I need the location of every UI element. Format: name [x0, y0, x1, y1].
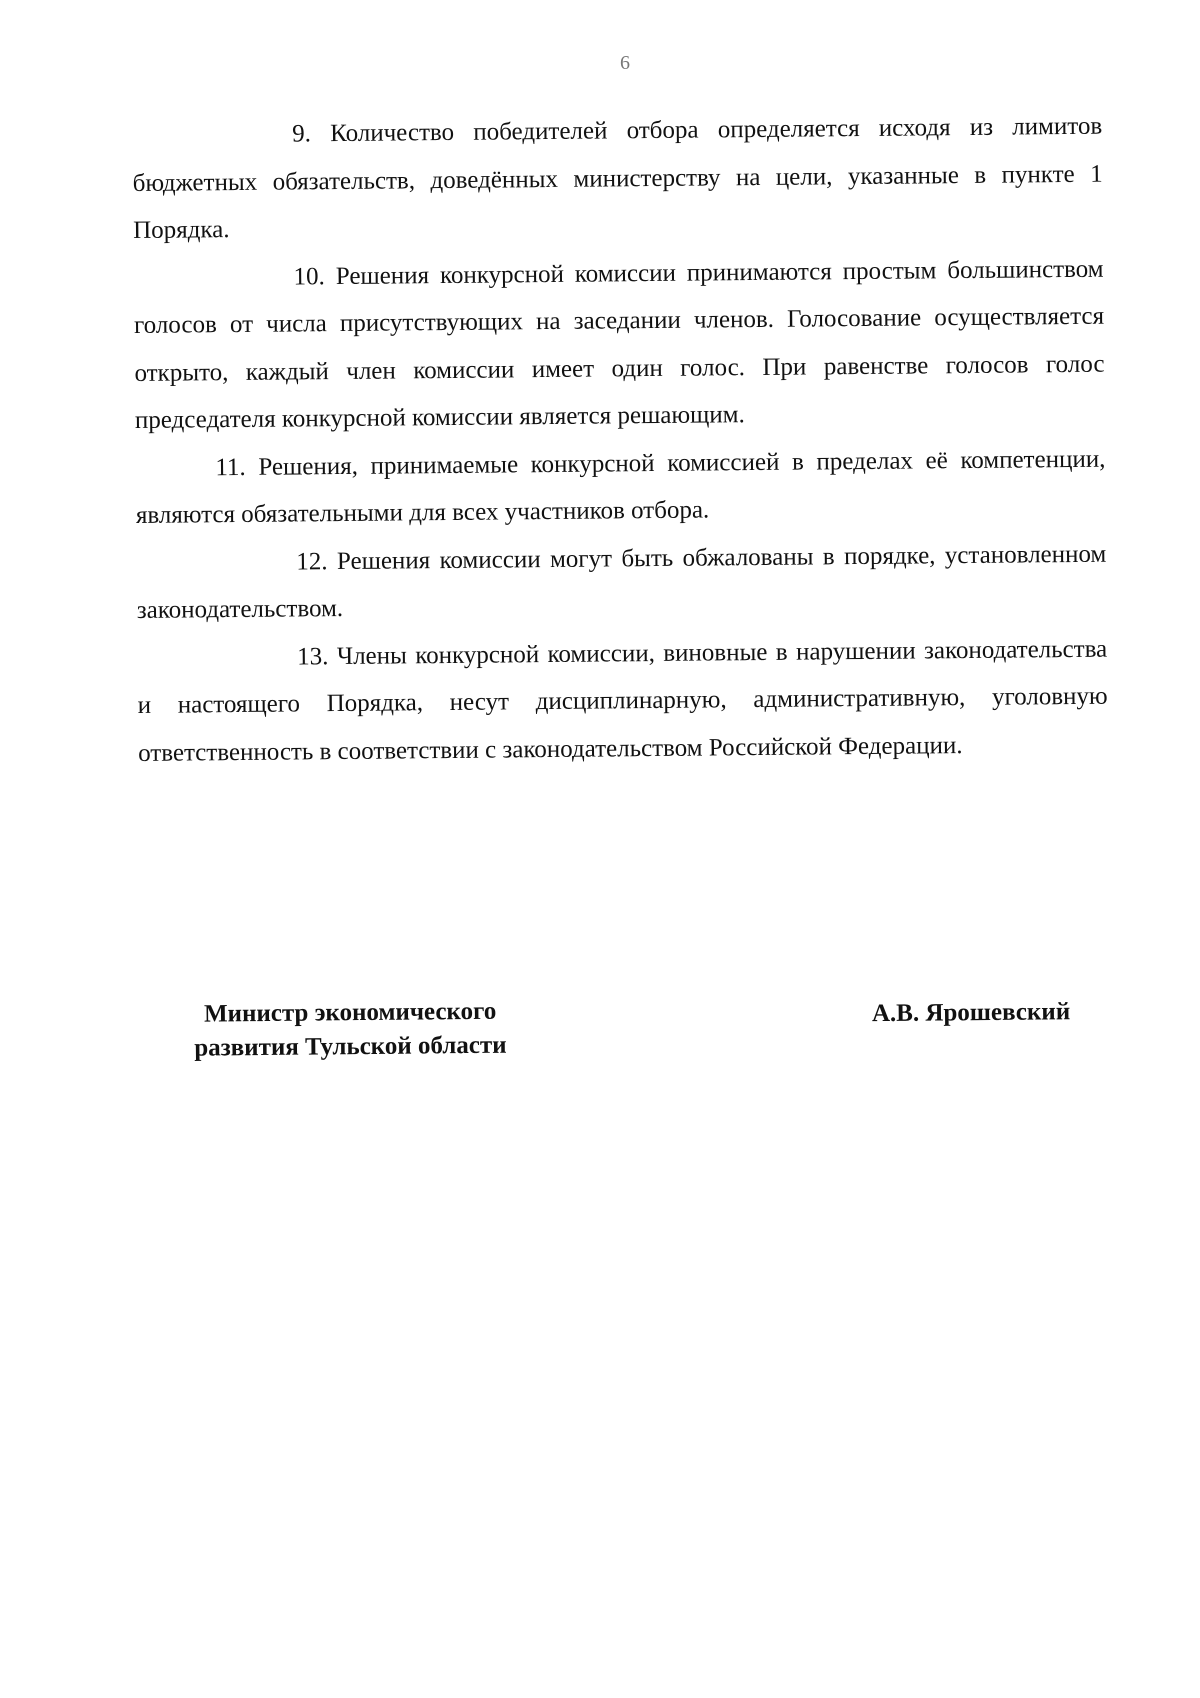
paragraph-10	[133, 245, 1105, 444]
paragraph-number: 11.	[215, 453, 246, 481]
signatory-position-line-2: развития Тульской области	[194, 1031, 507, 1062]
signatory-position	[160, 994, 541, 1066]
paragraph-text: Решения конкурсной комиссии принимаются простым большинством голосов от числа присутствующих на заседании членов. Голосование осуществляется открыто, каждый член комиссии имеет один голос. При равенстве голосов голос председателя конкурсной комиссии является решающим.	[133, 255, 1105, 434]
page-number: 6	[620, 52, 630, 74]
paragraph-text: Решения, принимаемые конкурсной комиссией в пределах её компетенции, являются обязательными для всех участников отбора.	[135, 445, 1106, 529]
paragraph-number: 9.	[292, 120, 312, 148]
signatory-position-line-1: Министр экономического	[203, 997, 497, 1028]
paragraph-text: Решения комиссии могут быть обжалованы в порядке, установленном законодательством.	[136, 540, 1107, 624]
paragraph-number: 12.	[296, 547, 328, 575]
paragraph-13	[137, 625, 1108, 777]
paragraph-12	[136, 530, 1107, 634]
paragraph-11	[135, 435, 1106, 539]
paragraph-text: Члены конкурсной комиссии, виновные в нарушении законодательства и настоящего Порядка, несут дисциплинарную, административную, уголовную ответственность в соответствии с законодательством Российской Федерации.	[137, 635, 1108, 767]
paragraph-text: Количество победителей отбора определяется исходя из лимитов бюджетных обязательств, доведённых министерству на цели, указанные в пункте 1 Порядка.	[132, 112, 1103, 244]
document-body	[132, 103, 1108, 777]
signatory-name: А.В. Ярошевский	[871, 998, 1071, 1028]
paragraph-number: 13.	[297, 642, 329, 670]
paragraph-number: 10.	[293, 262, 325, 290]
signature-block	[160, 989, 1071, 1062]
paragraph-9	[132, 103, 1103, 255]
